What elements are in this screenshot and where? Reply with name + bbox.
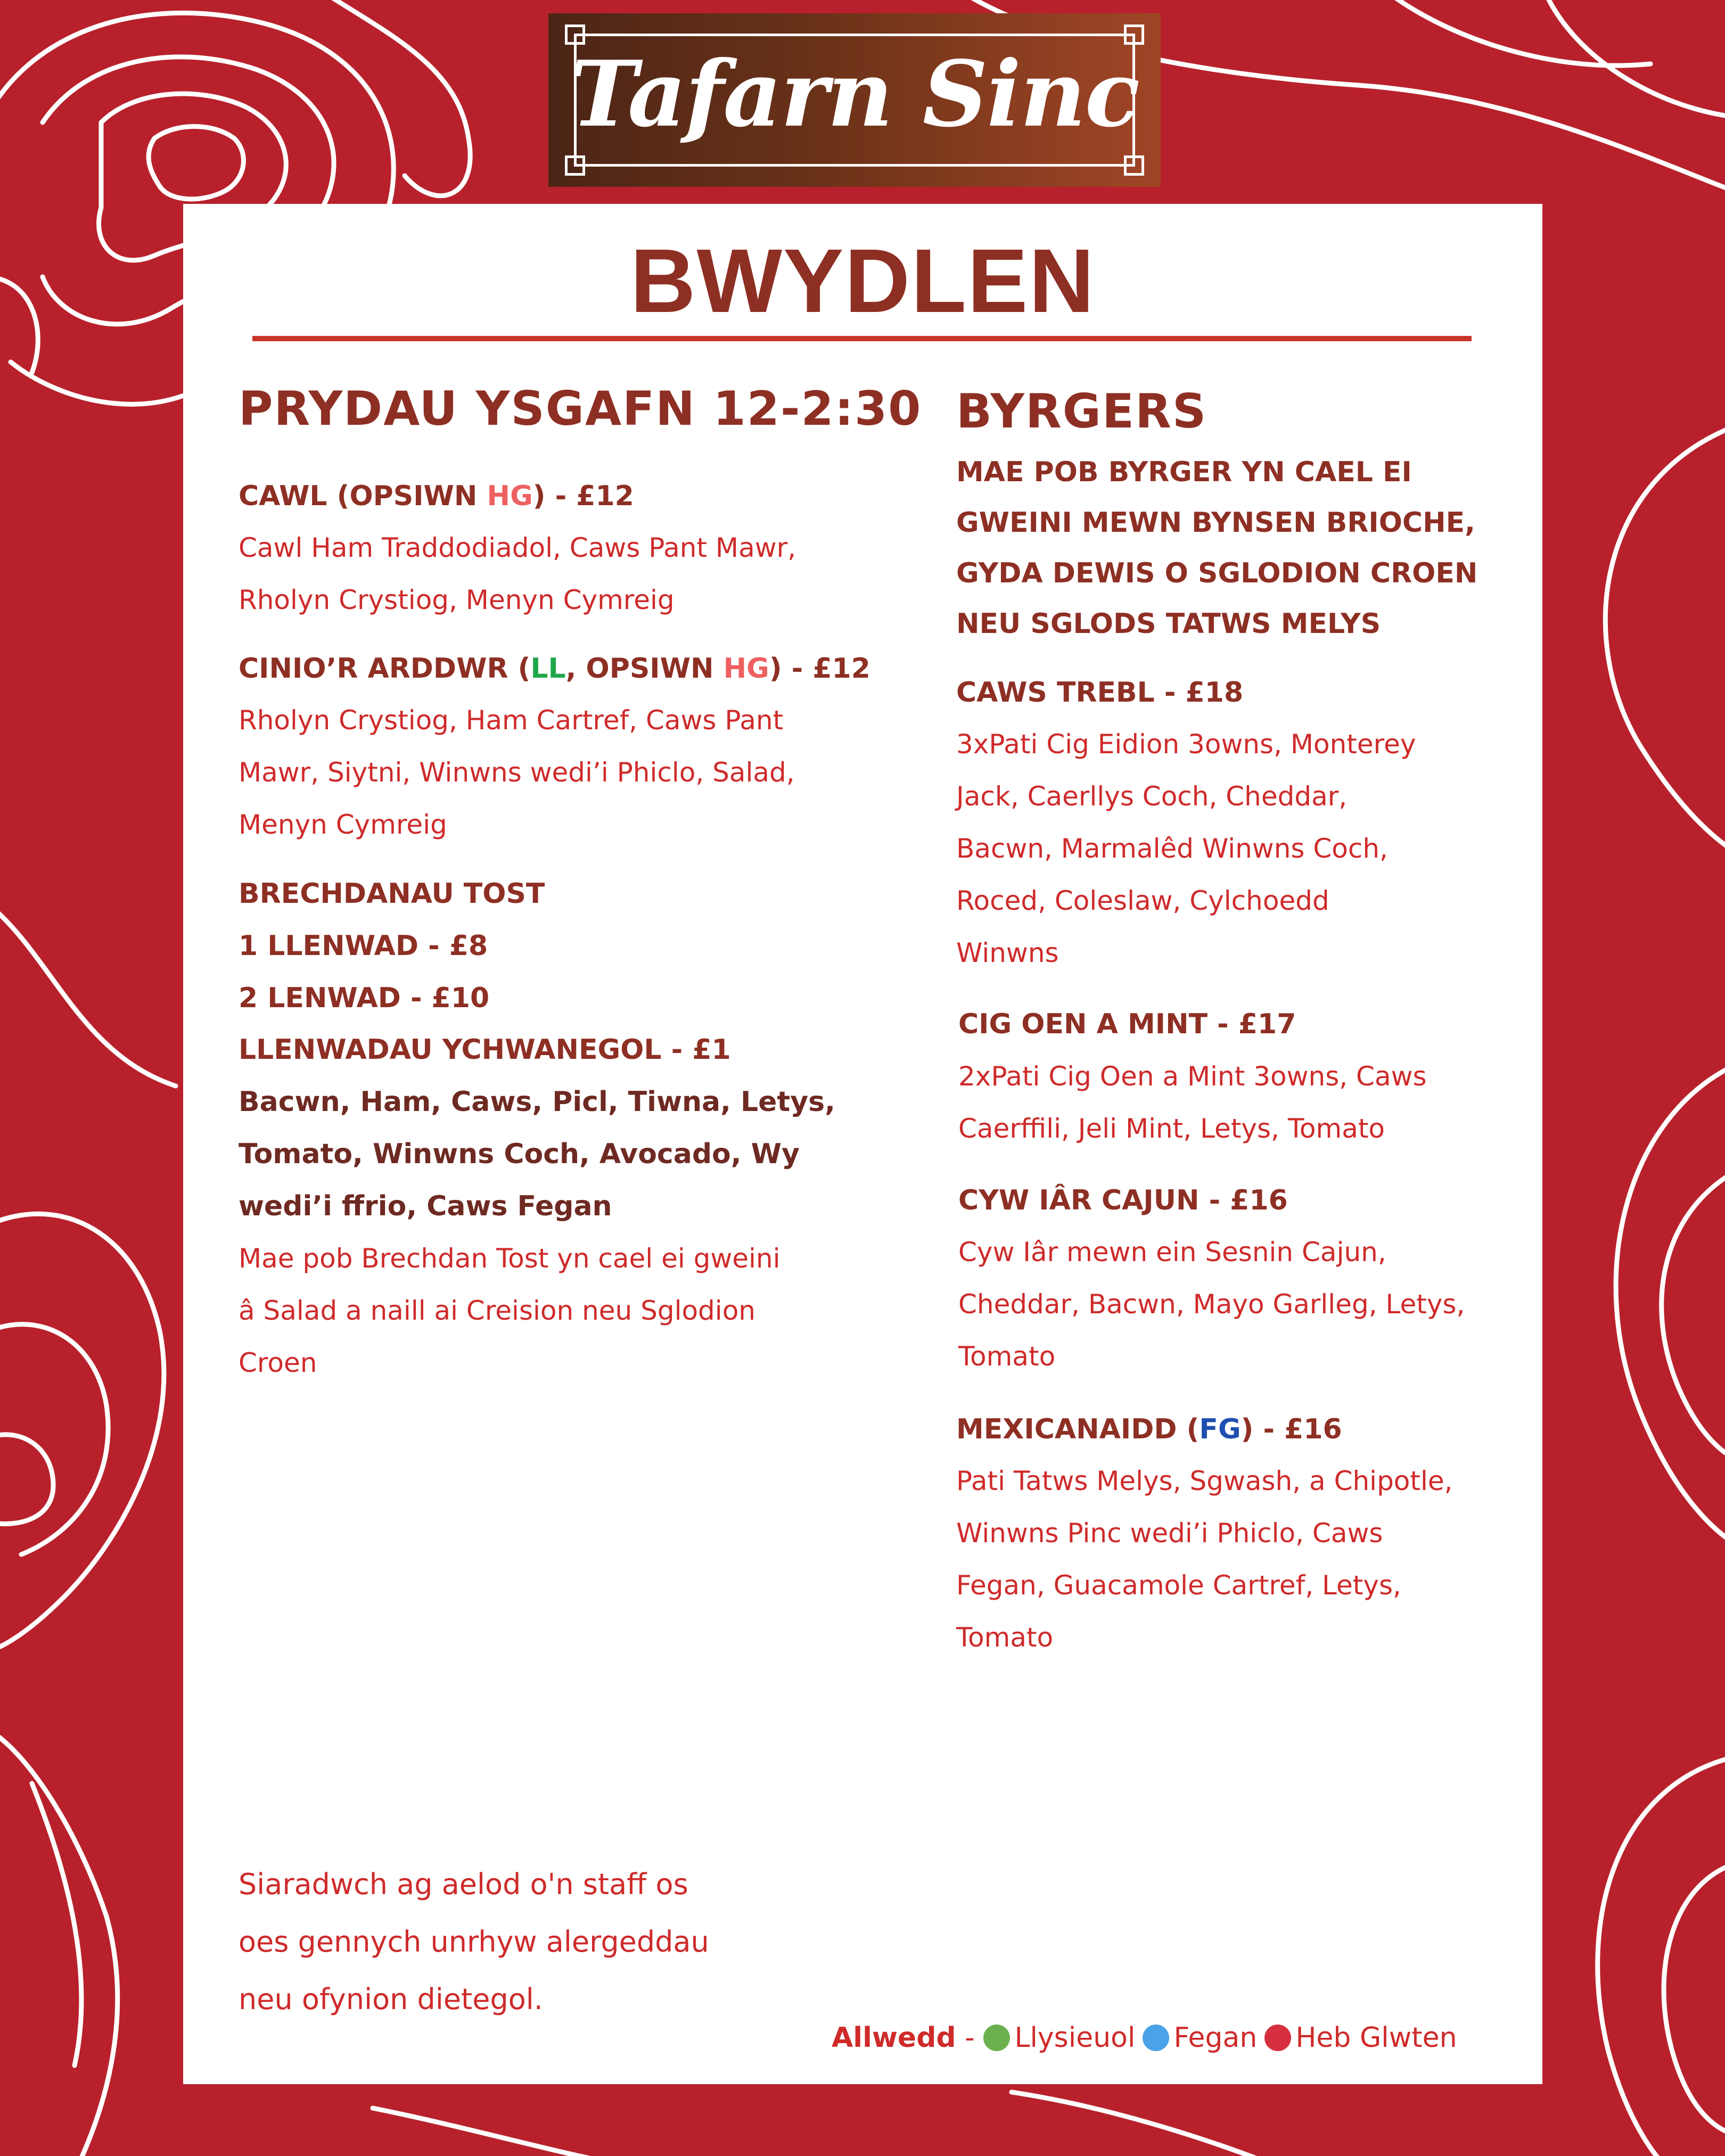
key-dash: - [956, 2022, 984, 2054]
item-caws-trebl-desc: 3xPati Cig Eidion 3owns, Monterey [956, 729, 1416, 760]
item-cawl-name: CAWL (OPSIWN HG) - £12 [239, 480, 634, 512]
key-vegan: Fegan [1173, 2022, 1258, 2054]
item-mexicanaidd-desc: Winwns Pinc wedi’i Phiclo, Caws [956, 1518, 1383, 1549]
vegetarian-dot-icon [983, 2025, 1010, 2051]
item-mexicanaidd-desc: Tomato [956, 1622, 1054, 1653]
logo-corner-ornament [565, 155, 585, 176]
allergy-note: oes gennych unrhyw alergeddau [239, 1925, 709, 1958]
menu-card [183, 204, 1542, 2084]
item-cyw-iar-desc: Tomato [958, 1341, 1056, 1372]
menu-title: BWYDLEN [630, 231, 1096, 332]
item-caws-trebl-desc: Jack, Caerllys Coch, Cheddar, [956, 781, 1348, 812]
logo-banner [548, 13, 1161, 187]
logo-corner-ornament [1124, 155, 1144, 176]
item-brechdanau-two-fillings: 2 LENWAD - £10 [239, 982, 490, 1014]
item-brechdanau-fillings: wedi’i ffrio, Caws Fegan [239, 1190, 612, 1222]
vegan-dot-icon [1143, 2025, 1169, 2051]
key-gluten-free: Heb Glwten [1295, 2022, 1457, 2054]
dietary-key [832, 2019, 1457, 2056]
item-brechdanau-extra-fillings: LLENWADAU YCHWANEGOL - £1 [239, 1034, 731, 1066]
logo-text: Tafarn Sinc [570, 41, 1139, 147]
item-brechdanau-desc: â Salad a naill ai Creision neu Sglodion [239, 1295, 755, 1326]
allergy-note: neu ofynion dietegol. [239, 1982, 543, 2016]
item-caws-trebl-desc: Roced, Coleslaw, Cylchoedd [956, 885, 1329, 916]
item-caws-trebl-desc: Winwns [956, 937, 1059, 968]
item-cig-oen-name: CIG OEN A MINT - £17 [958, 1008, 1296, 1040]
item-caws-trebl-desc: Bacwn, Marmalêd Winwns Coch, [956, 833, 1388, 864]
item-cinio-name: CINIO’R ARDDWR (LL, OPSIWN HG) - £12 [239, 653, 870, 685]
item-cawl-desc: Rholyn Crystiog, Menyn Cymreig [239, 585, 675, 615]
item-brechdanau-heading: BRECHDANAU TOST [239, 878, 545, 910]
item-cig-oen-desc: Caerffili, Jeli Mint, Letys, Tomato [958, 1113, 1385, 1144]
item-brechdanau-desc: Mae pob Brechdan Tost yn cael ei gweini [239, 1243, 781, 1274]
item-brechdanau-desc: Croen [239, 1347, 317, 1378]
burgers-intro: NEU SGLODS TATWS MELYS [956, 608, 1381, 640]
item-cinio-desc: Rholyn Crystiog, Ham Cartref, Caws Pant [239, 705, 784, 736]
gluten-free-dot-icon [1264, 2025, 1291, 2051]
burgers-intro: MAE POB BYRGER YN CAEL EI [956, 456, 1412, 488]
item-brechdanau-fillings: Bacwn, Ham, Caws, Picl, Tiwna, Letys, [239, 1086, 835, 1118]
item-mexicanaidd-desc: Fegan, Guacamole Cartref, Letys, [956, 1570, 1401, 1601]
item-cyw-iar-name: CYW IÂR CAJUN - £16 [958, 1184, 1288, 1216]
item-mexicanaidd-name: MEXICANAIDD (FG) - £16 [956, 1413, 1342, 1445]
key-vegetarian: Llysieuol [1014, 2022, 1136, 2054]
item-cinio-desc: Menyn Cymreig [239, 809, 447, 840]
item-cawl-desc: Cawl Ham Traddodiadol, Caws Pant Mawr, [239, 532, 796, 563]
item-brechdanau-one-filling: 1 LLENWAD - £8 [239, 930, 488, 962]
title-divider [252, 336, 1472, 341]
key-label: Allwedd [832, 2022, 956, 2054]
allergy-note: Siaradwch ag aelod o'n staff os [239, 1867, 688, 1901]
burgers-intro: GYDA DEWIS O SGLODION CROEN [956, 557, 1478, 589]
item-cig-oen-desc: 2xPati Cig Oen a Mint 3owns, Caws [958, 1061, 1427, 1092]
item-caws-trebl-name: CAWS TREBL - £18 [956, 677, 1244, 709]
item-cyw-iar-desc: Cheddar, Bacwn, Mayo Garlleg, Letys, [958, 1289, 1465, 1320]
section-heading-light-meals: PRYDAU YSGAFN 12-2:30 [239, 381, 922, 436]
section-heading-burgers: BYRGERS [956, 384, 1208, 439]
item-cyw-iar-desc: Cyw Iâr mewn ein Sesnin Cajun, [958, 1237, 1386, 1268]
burgers-intro: GWEINI MEWN BYNSEN BRIOCHE, [956, 507, 1475, 539]
item-cinio-desc: Mawr, Siytni, Winwns wedi’i Phiclo, Salad, [239, 757, 795, 788]
item-brechdanau-fillings: Tomato, Winwns Coch, Avocado, Wy [239, 1138, 800, 1170]
item-mexicanaidd-desc: Pati Tatws Melys, Sgwash, a Chipotle, [956, 1466, 1453, 1496]
